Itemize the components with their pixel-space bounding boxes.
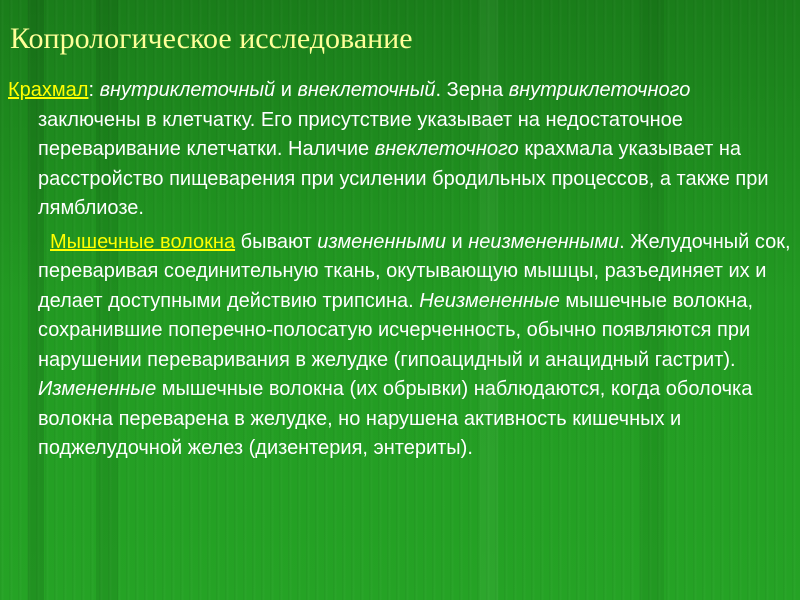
text-run: и: [275, 79, 298, 101]
italic-run: Неизмененные: [419, 289, 560, 312]
italic-run: Измененные: [38, 378, 157, 400]
paragraph-starch: [8, 76, 796, 224]
italic-run: неизмененными: [468, 230, 620, 253]
text-run: . Желудочный сок, переваривая соединительную ткань, окутывающую мышцы, разъединяет их и делает доступными действию трипсина.: [38, 230, 791, 312]
paragraph-muscle-fibers: [8, 228, 796, 464]
text-run: бывают: [235, 230, 318, 253]
text-run: и: [446, 230, 469, 253]
text-run: :: [88, 79, 100, 101]
italic-run: внеклеточного: [374, 138, 519, 160]
slide-title: Копрологическое исследование: [10, 22, 413, 55]
term-starch: Крахмал: [8, 79, 89, 101]
text-run: крахмала указывает на расстройство пищеварения при усилении бродильных процессов, а также при лямблиозе.: [38, 138, 769, 219]
italic-run: измененными: [317, 230, 446, 253]
term-muscle-fibers: Мышечные волокна: [50, 230, 236, 253]
italic-run: внеклеточный: [297, 79, 436, 101]
text-run: мышечные волокна, сохранившие поперечно-полосатую исчерченность, обычно появляются при нарушении переваривания в желудке (гипоацидный и анацидный гастрит).: [38, 289, 754, 371]
italic-run: внутриклеточный: [99, 79, 276, 101]
text-run: мышечные волокна (их обрывки) наблюдаются, когда оболочка волокна переварена в желудке, но нарушена активность кишечных и поджелудочной желез (дизентерия, энтериты).: [38, 378, 753, 459]
slide-body: [8, 76, 796, 464]
text-run: . Зерна: [435, 79, 509, 101]
text-run: заключены в клетчатку. Его присутствие указывает на недостаточное переваривание клетчатки. Наличие: [38, 108, 683, 160]
italic-run: внутриклеточного: [508, 79, 691, 101]
